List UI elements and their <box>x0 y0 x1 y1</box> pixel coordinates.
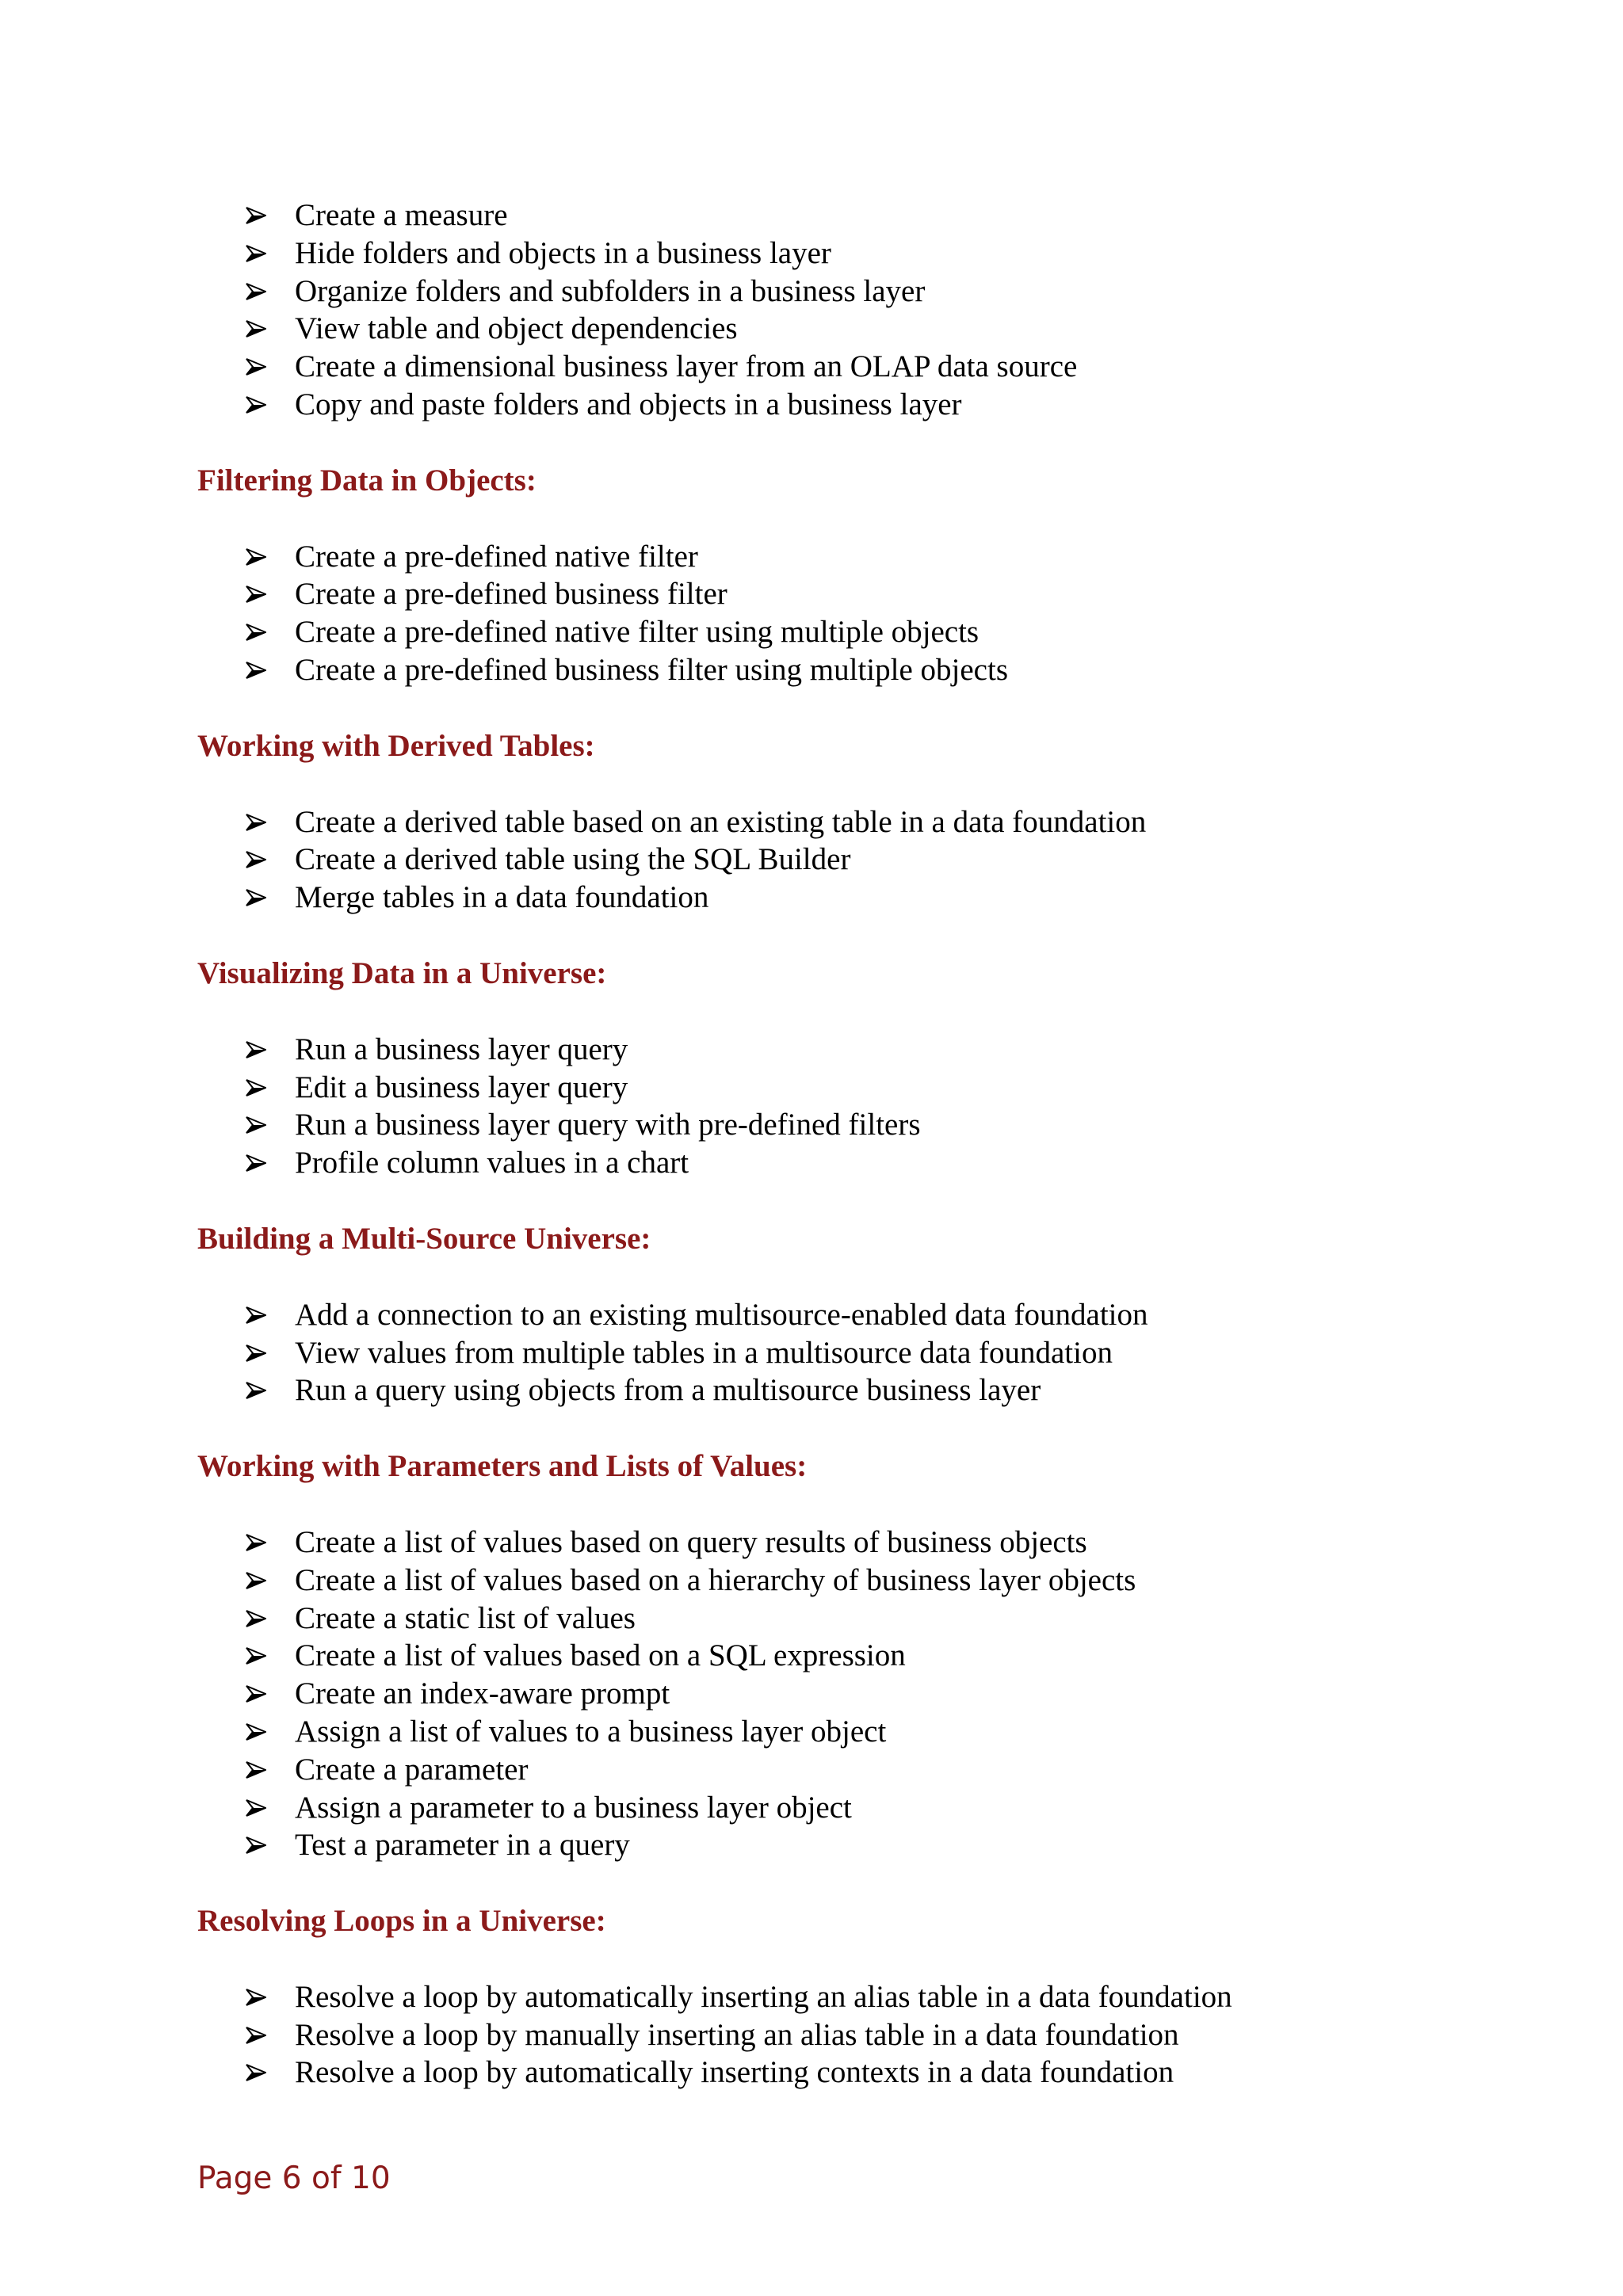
list-item <box>197 1751 1465 1789</box>
list-item-text: Run a business layer query with pre-defined filters <box>295 1108 921 1142</box>
arrow-bullet-icon <box>246 851 266 868</box>
arrow-bullet-icon <box>246 245 266 262</box>
list-item <box>197 2016 1465 2054</box>
list-item-text: Resolve a loop by automatically inserting contexts in a data foundation <box>295 2055 1174 2090</box>
list-item-text: Hide folders and objects in a business layer <box>295 235 831 270</box>
arrow-bullet-icon <box>246 1723 266 1741</box>
section-heading: Building a Multi-Source Universe: <box>197 1221 651 1256</box>
list-item <box>197 1371 1465 1409</box>
list-item <box>197 196 1465 235</box>
arrow-bullet-icon <box>246 814 266 831</box>
list-item-text: Create a pre-defined business filter using multiple objects <box>295 652 1008 687</box>
list-item-text: Assign a list of values to a business layer object <box>295 1714 887 1749</box>
arrow-bullet-icon <box>246 1572 266 1589</box>
arrow-bullet-icon <box>246 2064 266 2081</box>
arrow-bullet-icon <box>246 358 266 376</box>
section-heading: Working with Derived Tables: <box>197 728 595 763</box>
list-item-text: Create a dimensional business layer from an OLAP data source <box>295 349 1078 384</box>
section-bullet-list <box>197 1031 1465 1182</box>
list-item <box>197 386 1465 424</box>
list-item-text: Create an index-aware prompt <box>295 1676 670 1711</box>
arrow-bullet-icon <box>246 548 266 566</box>
list-item-text: Create a derived table based on an existing table in a data foundation <box>295 804 1147 839</box>
arrow-bullet-icon <box>246 2027 266 2044</box>
list-item-text: Create a pre-defined business filter <box>295 577 727 612</box>
list-item <box>197 1637 1465 1675</box>
arrow-bullet-icon <box>246 320 266 338</box>
list-item-text: Create a pre-defined native filter using multiple objects <box>295 615 980 650</box>
section-heading: Visualizing Data in a Universe: <box>197 955 607 990</box>
page-content <box>197 196 1465 2092</box>
list-item <box>197 1144 1465 1182</box>
list-item-text: Test a parameter in a query <box>295 1828 630 1863</box>
list-item-text: Edit a business layer query <box>295 1070 628 1104</box>
list-item <box>197 1600 1465 1638</box>
arrow-bullet-icon <box>246 1154 266 1172</box>
list-item-text: View table and object dependencies <box>295 311 738 346</box>
list-item <box>197 538 1465 576</box>
list-item <box>197 1789 1465 1827</box>
section-bullet-list <box>197 1524 1465 1864</box>
arrow-bullet-icon <box>246 1836 266 1854</box>
list-item-text: Create a measure <box>295 198 508 232</box>
arrow-bullet-icon <box>246 1116 266 1134</box>
arrow-bullet-icon <box>246 1610 266 1627</box>
list-item-text: Profile column values in a chart <box>295 1146 689 1180</box>
arrow-bullet-icon <box>246 1761 266 1779</box>
list-item <box>197 803 1465 841</box>
list-item <box>197 613 1465 651</box>
list-item-text: Organize folders and subfolders in a business layer <box>295 273 926 308</box>
list-item <box>197 1675 1465 1713</box>
section-heading: Working with Parameters and Lists of Values: <box>197 1449 808 1484</box>
list-item <box>197 1826 1465 1864</box>
list-item <box>197 310 1465 348</box>
list-item-text: Add a connection to an existing multisource-enabled data foundation <box>295 1297 1148 1332</box>
arrow-bullet-icon <box>246 662 266 679</box>
section-bullet-list <box>197 1978 1465 2092</box>
section <box>197 1220 1465 1409</box>
list-item-text: Create a static list of values <box>295 1600 636 1635</box>
list-item-text: Resolve a loop by automatically inserting an alias table in a data foundation <box>295 1979 1232 2014</box>
list-item <box>197 1713 1465 1751</box>
arrow-bullet-icon <box>246 1647 266 1665</box>
list-item-text: Create a list of values based on a hierarchy of business layer objects <box>295 1562 1136 1597</box>
list-item-text: Assign a parameter to a business layer object <box>295 1790 852 1825</box>
section <box>197 1447 1465 1864</box>
list-item-text: Run a query using objects from a multisource business layer <box>295 1373 1041 1408</box>
arrow-bullet-icon <box>246 396 266 414</box>
list-item <box>197 879 1465 917</box>
list-item <box>197 575 1465 613</box>
sections-container <box>197 462 1465 2092</box>
arrow-bullet-icon <box>246 585 266 603</box>
arrow-bullet-icon <box>246 1382 266 1399</box>
section <box>197 462 1465 689</box>
intro-bullet-list <box>197 196 1465 424</box>
arrow-bullet-icon <box>246 207 266 224</box>
arrow-bullet-icon <box>246 889 266 906</box>
arrow-bullet-icon <box>246 1041 266 1058</box>
section <box>197 955 1465 1182</box>
list-item-text: Run a business layer query <box>295 1032 628 1066</box>
arrow-bullet-icon <box>246 1079 266 1097</box>
list-item <box>197 651 1465 689</box>
section <box>197 727 1465 917</box>
list-item <box>197 348 1465 386</box>
arrow-bullet-icon <box>246 1685 266 1703</box>
arrow-bullet-icon <box>246 1306 266 1324</box>
section-heading: Filtering Data in Objects: <box>197 463 537 498</box>
page-number: Page 6 of 10 <box>197 2161 391 2196</box>
list-item-text: Create a list of values based on a SQL expression <box>295 1638 906 1673</box>
arrow-bullet-icon <box>246 1989 266 2006</box>
list-item <box>197 1106 1465 1144</box>
list-item <box>197 1978 1465 2016</box>
list-item <box>197 1562 1465 1600</box>
section <box>197 1902 1465 2092</box>
arrow-bullet-icon <box>246 1799 266 1817</box>
list-item-text: Copy and paste folders and objects in a business layer <box>295 387 962 421</box>
list-item-text: View values from multiple tables in a multisource data foundation <box>295 1335 1113 1370</box>
list-item-text: Create a parameter <box>295 1752 529 1787</box>
section-heading: Resolving Loops in a Universe: <box>197 1904 606 1939</box>
arrow-bullet-icon <box>246 1534 266 1551</box>
arrow-bullet-icon <box>246 624 266 641</box>
list-item <box>197 1524 1465 1562</box>
list-item <box>197 1334 1465 1372</box>
list-item <box>197 2054 1465 2092</box>
list-item <box>197 841 1465 879</box>
list-item-text: Resolve a loop by manually inserting an alias table in a data foundation <box>295 2017 1179 2052</box>
list-item-text: Create a derived table using the SQL Builder <box>295 842 851 877</box>
section-bullet-list <box>197 538 1465 689</box>
list-item <box>197 273 1465 311</box>
list-item <box>197 1069 1465 1107</box>
section-bullet-list <box>197 1296 1465 1409</box>
arrow-bullet-icon <box>246 1344 266 1362</box>
arrow-bullet-icon <box>246 283 266 300</box>
list-item-text: Create a pre-defined native filter <box>295 539 698 574</box>
list-item-text: Create a list of values based on query results of business objects <box>295 1524 1087 1559</box>
section-bullet-list <box>197 803 1465 917</box>
list-item <box>197 235 1465 273</box>
list-item-text: Merge tables in a data foundation <box>295 880 709 915</box>
list-item <box>197 1296 1465 1334</box>
list-item <box>197 1031 1465 1069</box>
